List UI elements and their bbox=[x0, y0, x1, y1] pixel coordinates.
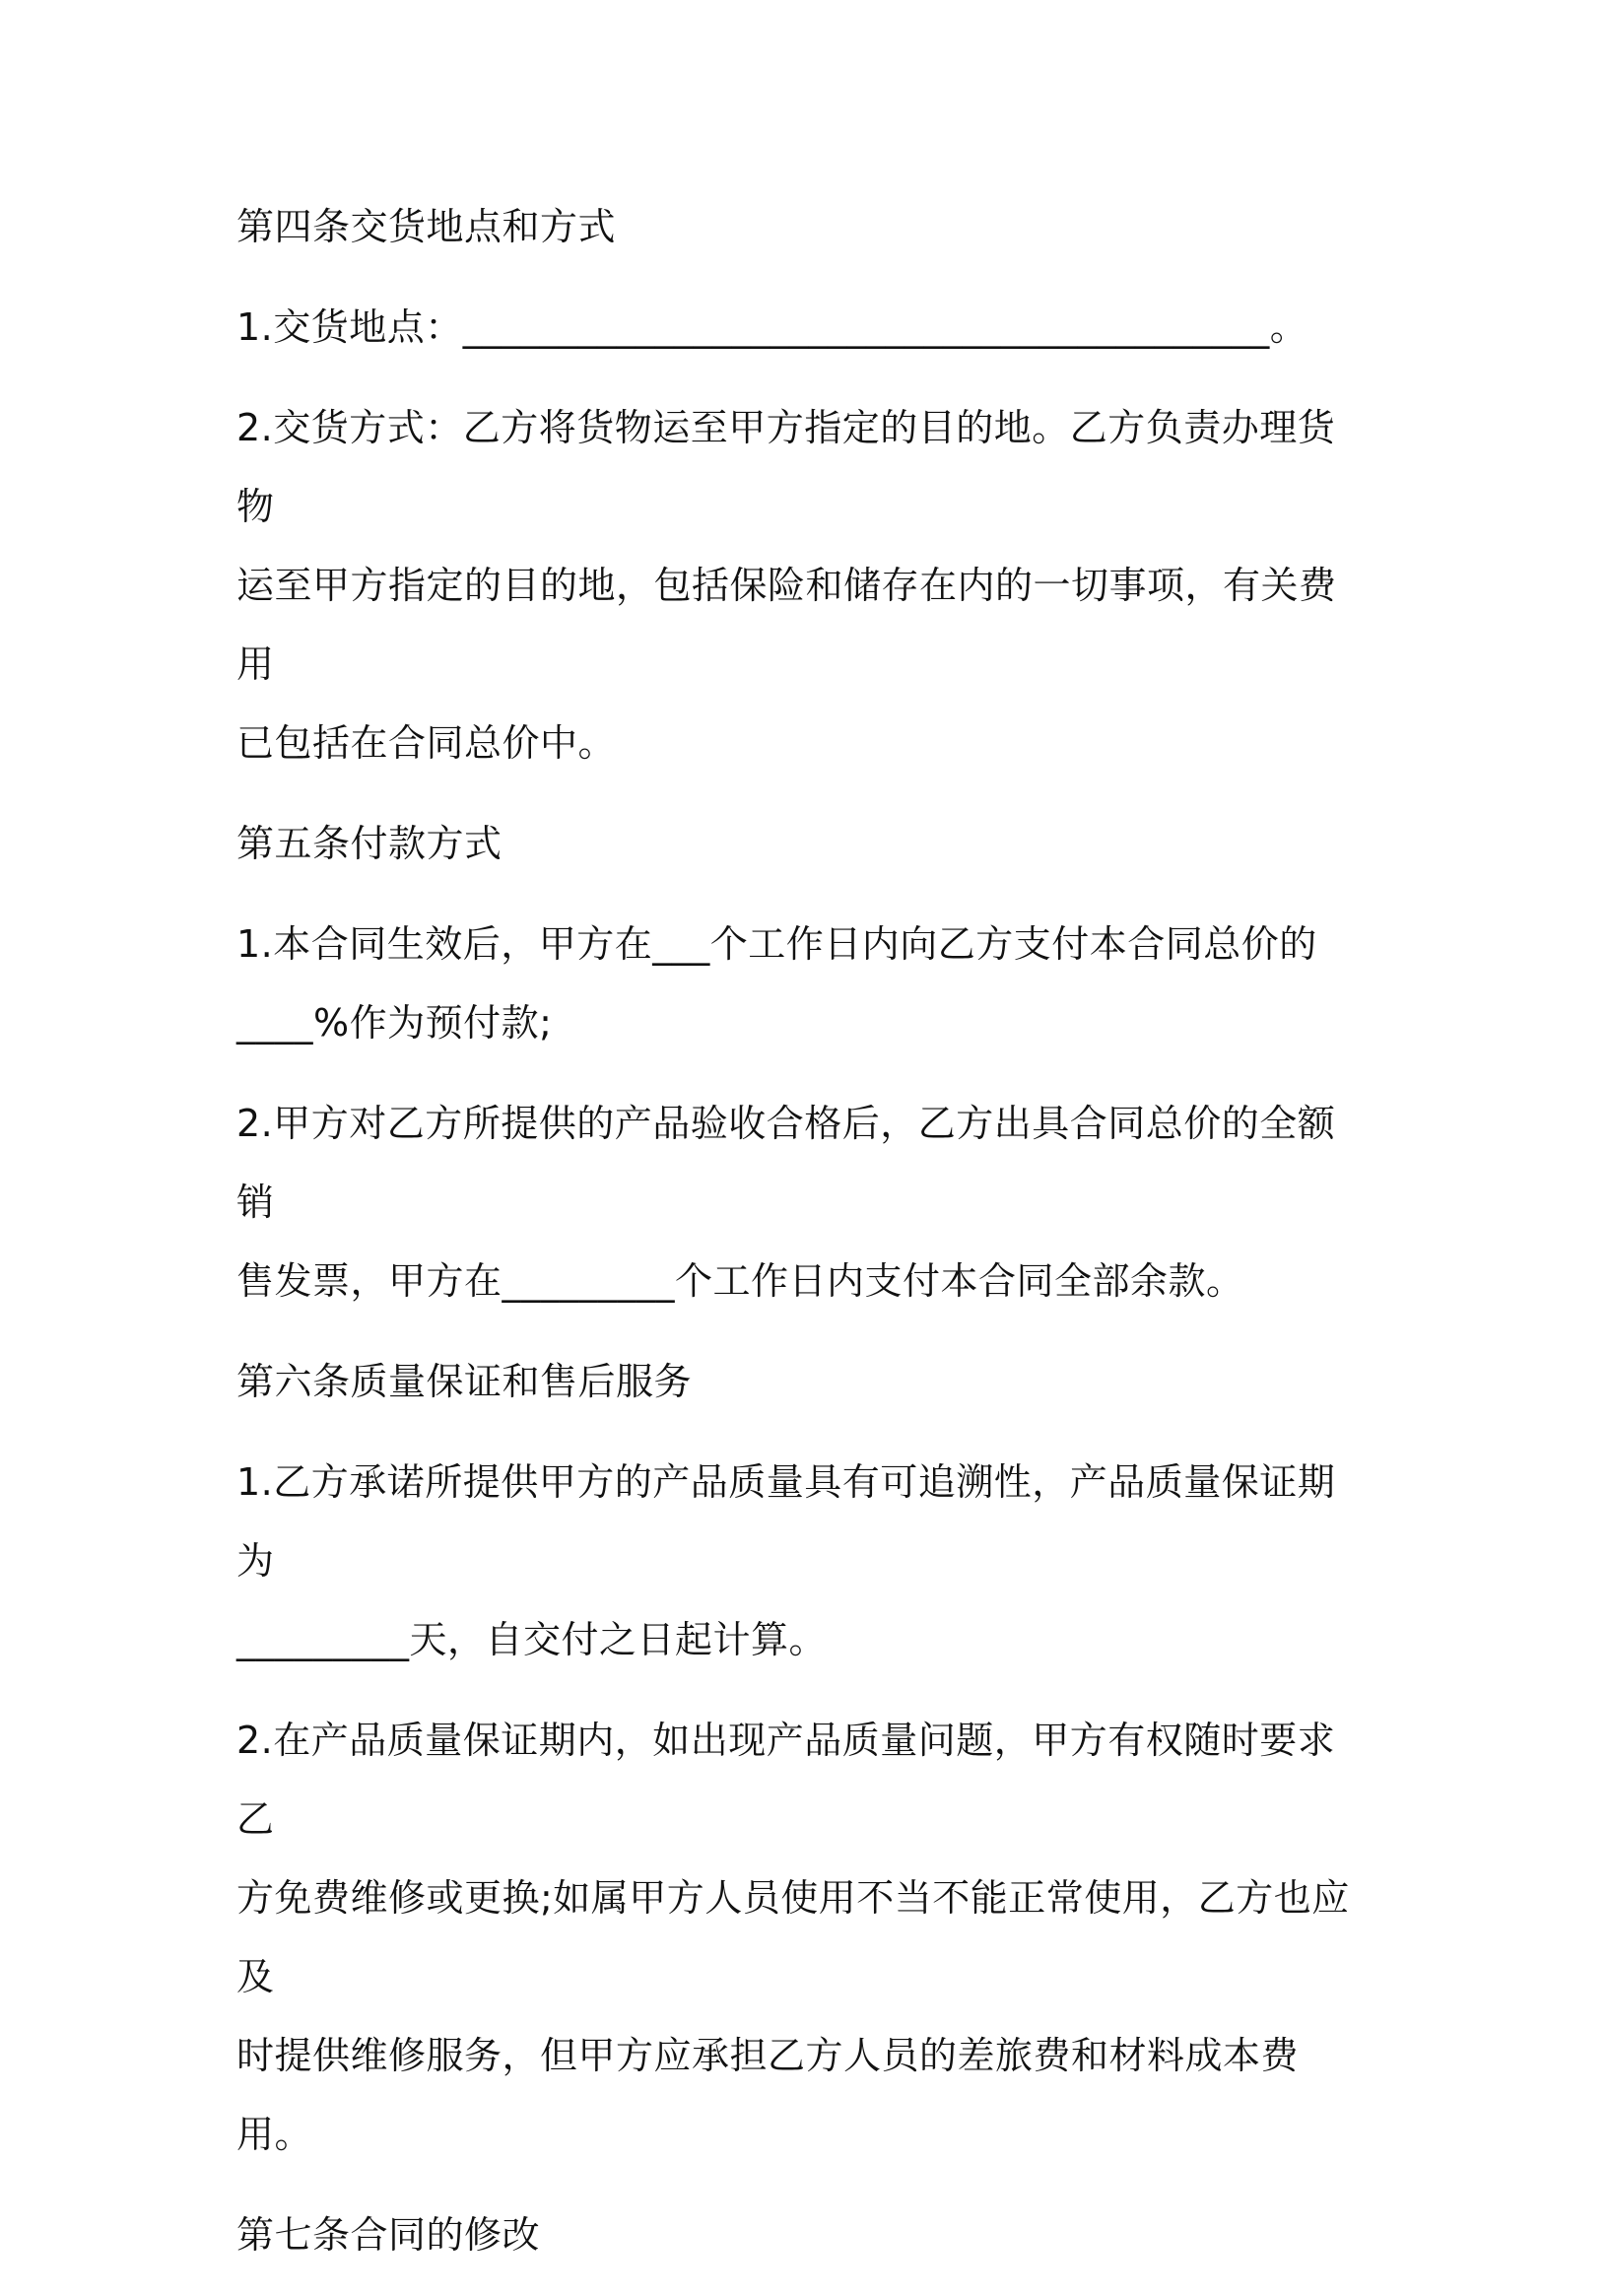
paragraph-line: 方免费维修或更换;如属甲方人员使用不当不能正常使用，乙方也应及 bbox=[236, 1876, 1350, 1998]
paragraph-line: 已包括在合同总价中。 bbox=[236, 721, 617, 765]
paragraph-line: 运至甲方指定的目的地，包括保险和储存在内的一切事项，有关费用 bbox=[236, 564, 1337, 686]
paragraph-line: 1.乙方承诺所提供甲方的产品质量具有可追溯性，产品质量保证期为 bbox=[236, 1460, 1336, 1583]
paragraph bbox=[236, 288, 1370, 367]
paragraph-line: 2.在产品质量保证期内，如出现产品质量问题，甲方有权随时要求乙 bbox=[236, 1719, 1336, 1841]
paragraph-line: 1.本合同生效后，甲方在___个工作日内向乙方支付本合同总价的 bbox=[236, 922, 1317, 966]
paragraph-line: ____%作为预付款; bbox=[236, 1001, 553, 1045]
document-body bbox=[236, 187, 1370, 2296]
paragraph-line: 1.交货地点：__________________________________________。 bbox=[236, 305, 1308, 349]
paragraph-line: 2.甲方对乙方所提供的产品验收合格后，乙方出具合同总价的全额销 bbox=[236, 1102, 1336, 1224]
paragraph bbox=[236, 1084, 1370, 1320]
paragraph bbox=[236, 905, 1370, 1062]
paragraph-line: 时提供维修服务，但甲方应承担乙方人员的差旅费和材料成本费用。 bbox=[236, 2034, 1300, 2156]
section-heading: 第七条合同的修改 bbox=[236, 2213, 541, 2257]
paragraph-line: _________天，自交付之日起计算。 bbox=[236, 1618, 828, 1661]
paragraph bbox=[236, 1701, 1370, 2174]
section-heading: 第六条质量保证和售后服务 bbox=[236, 1360, 693, 1403]
paragraph-line: 售发票，甲方在_________个工作日内支付本合同全部余款。 bbox=[236, 1259, 1244, 1303]
section-heading: 第五条付款方式 bbox=[236, 822, 502, 865]
paragraph bbox=[236, 1443, 1370, 1679]
paragraph-line: 2.交货方式：乙方将货物运至甲方指定的目的地。乙方负责办理货物 bbox=[236, 406, 1336, 528]
paragraph bbox=[236, 388, 1370, 782]
section-heading: 第四条交货地点和方式 bbox=[236, 205, 617, 248]
